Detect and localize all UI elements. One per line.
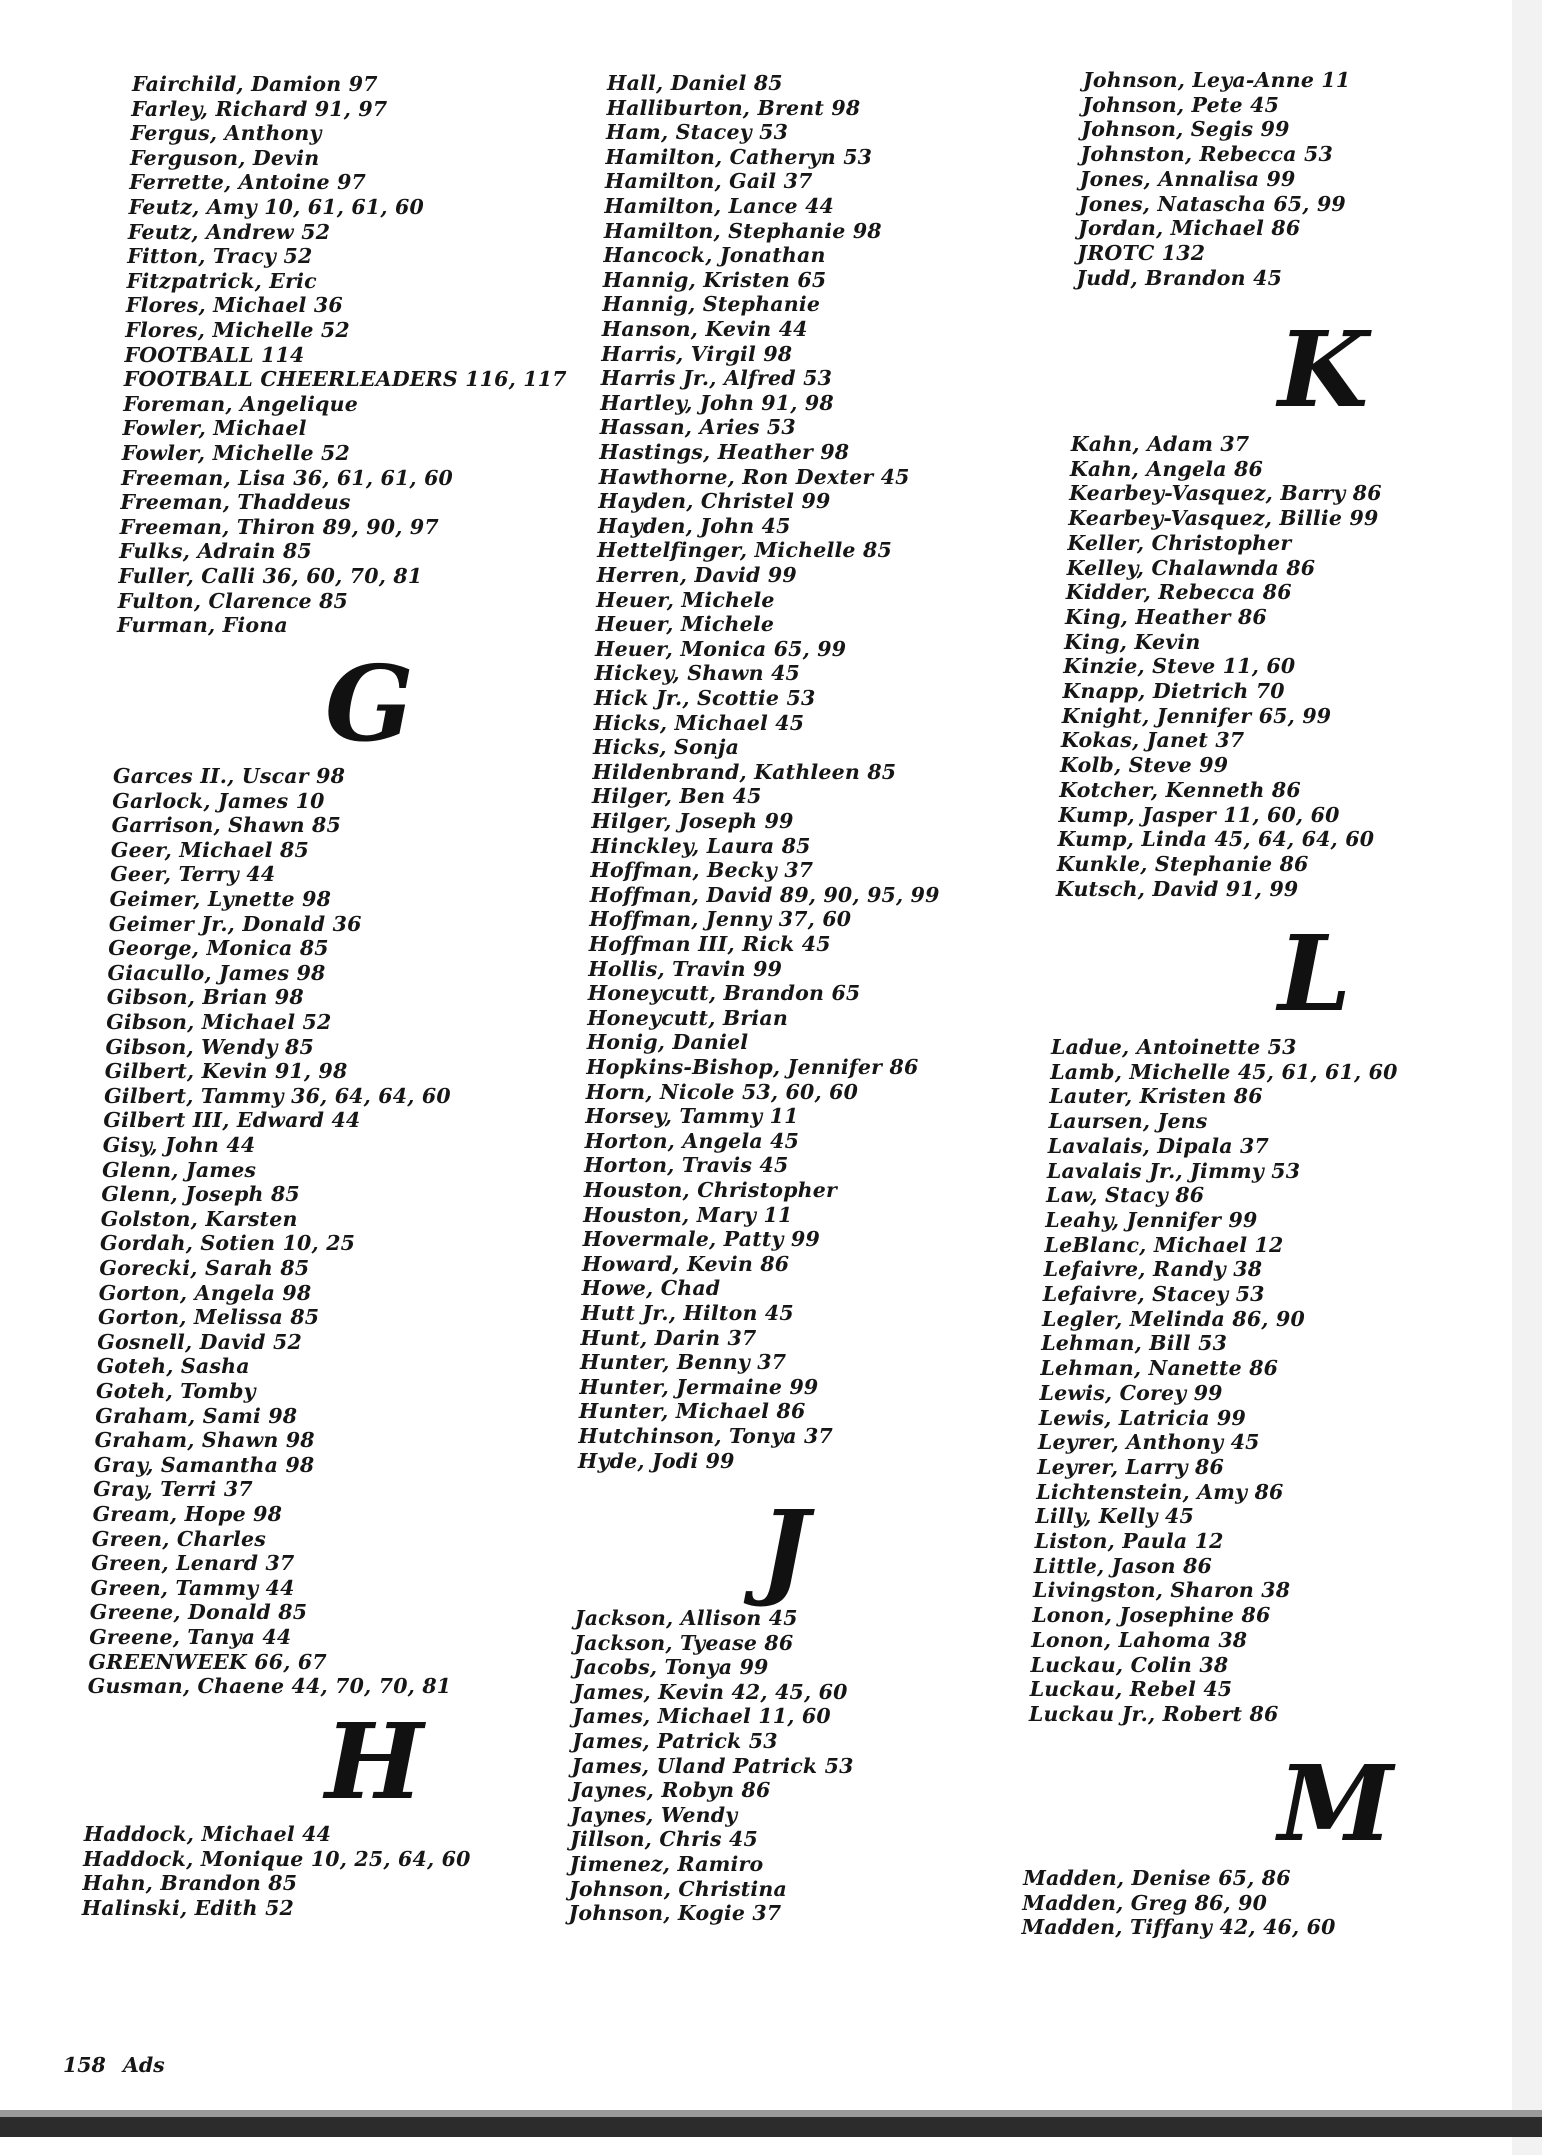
index-entry: Hoffman, Becky 37 — [590, 858, 814, 883]
index-entry: Johnson, Pete 45 — [1082, 92, 1280, 117]
index-entry: Geimer Jr., Donald 36 — [108, 911, 362, 936]
index-entry: Kutsch, David 91, 99 — [1055, 876, 1299, 901]
index-entry: Johnson, Christina — [569, 1876, 787, 1901]
index-entry: Kump, Linda 45, 64, 64, 60 — [1057, 827, 1375, 852]
index-entry: George, Monica 85 — [108, 936, 329, 961]
index-entry: Hilger, Joseph 99 — [591, 809, 794, 833]
index-entry: Garrison, Shawn 85 — [111, 813, 341, 838]
index-entry: Hamilton, Gail 37 — [604, 169, 813, 194]
index-entry: Knight, Jennifer 65, 99 — [1061, 703, 1332, 728]
index-entry: Hoffman, David 89, 90, 95, 99 — [589, 882, 940, 907]
index-entry: Gilbert, Tammy 36, 64, 64, 60 — [104, 1083, 451, 1108]
index-entry: Foreman, Angelique — [123, 391, 358, 416]
index-entry: Graham, Shawn 98 — [94, 1428, 315, 1453]
index-entry: Madden, Tiffany 42, 46, 60 — [1021, 1915, 1336, 1940]
index-entry: Gorton, Angela 98 — [98, 1280, 312, 1305]
index-entry: Lilly, Kelly 45 — [1035, 1504, 1194, 1529]
index-entry: Gisy, John 44 — [102, 1133, 256, 1157]
index-entry: Heuer, Michele — [595, 612, 775, 637]
index-entry: Hutchinson, Tonya 37 — [578, 1424, 833, 1448]
index-entry: James, Patrick 53 — [572, 1729, 778, 1753]
index-entry: Kahn, Angela 86 — [1069, 456, 1263, 481]
index-entry: Hancock, Jonathan — [603, 243, 826, 268]
index-entry: Gream, Hope 98 — [92, 1502, 283, 1526]
index-entry: Gray, Samantha 98 — [93, 1452, 315, 1477]
index-entry: Hahn, Brandon 85 — [82, 1871, 298, 1896]
index-entry: Hanson, Kevin 44 — [601, 317, 808, 341]
index-entry: Kunkle, Stephanie 86 — [1056, 851, 1309, 876]
index-entry: Jaynes, Wendy — [570, 1802, 738, 1827]
index-entry: Hettelfinger, Michelle 85 — [597, 538, 892, 563]
index-entry: Gusman, Chaene 44, 70, 70, 81 — [87, 1674, 452, 1699]
index-entry: Harris Jr., Alfred 53 — [600, 366, 833, 391]
index-entry: James, Michael 11, 60 — [572, 1704, 831, 1729]
index-entry: Lefaivre, Randy 38 — [1043, 1257, 1263, 1282]
index-entry: Liston, Paula 12 — [1034, 1529, 1224, 1553]
section-letter-m: M — [1278, 1742, 1394, 1865]
index-entry: Haddock, Monique 10, 25, 64, 60 — [83, 1846, 471, 1871]
index-entry: Green, Tammy 44 — [90, 1575, 295, 1600]
index-entry: GREENWEEK 66, 67 — [88, 1649, 327, 1674]
index-entry: Fergus, Anthony — [130, 121, 322, 146]
index-entry: Gray, Terri 37 — [93, 1477, 253, 1502]
index-entry: Herren, David 99 — [596, 563, 797, 587]
index-entry: Goteh, Tomby — [96, 1379, 256, 1403]
index-entry: Fulks, Adrain 85 — [119, 539, 312, 564]
section-letter-h: H — [325, 1700, 424, 1823]
index-entry: Feutz, Andrew 52 — [127, 219, 331, 244]
index-entry: Garces II., Uscar 98 — [113, 764, 346, 788]
index-entry: Halinski, Edith 52 — [81, 1895, 295, 1920]
index-entry: Madden, Greg 86, 90 — [1022, 1890, 1268, 1915]
index-entry: Keller, Christopher — [1067, 530, 1292, 555]
index-entry: Geer, Michael 85 — [110, 837, 309, 862]
index-entry: Hunter, Benny 37 — [580, 1350, 787, 1375]
index-entry: Garlock, James 10 — [112, 788, 325, 813]
index-entry: Leahy, Jennifer 99 — [1045, 1207, 1258, 1232]
index-entry: Heuer, Monica 65, 99 — [595, 636, 847, 661]
index-entry: Hayden, John 45 — [597, 513, 791, 538]
index-entry: Hannig, Stephanie — [602, 292, 821, 317]
index-entry: Law, Stacy 86 — [1046, 1183, 1205, 1208]
index-entry: Lewis, Corey 99 — [1039, 1380, 1223, 1405]
section-letter-l: L — [1278, 912, 1352, 1035]
index-entry: Green, Lenard 37 — [91, 1551, 295, 1576]
index-entry: Livingston, Sharon 38 — [1033, 1578, 1291, 1603]
index-entry: Hall, Daniel 85 — [607, 71, 783, 95]
index-entry: Hannig, Kristen 65 — [602, 267, 827, 292]
index-entry: Halliburton, Brent 98 — [606, 95, 861, 120]
index-entry: Honeycutt, Brian — [587, 1005, 788, 1030]
index-entry: Kokas, Janet 37 — [1060, 728, 1245, 753]
index-entry: Johnson, Kogie 37 — [568, 1901, 782, 1926]
index-entry: Hastings, Heather 98 — [599, 440, 850, 464]
index-entry: Kidder, Rebecca 86 — [1065, 580, 1292, 605]
index-entry: Harris, Virgil 98 — [601, 341, 793, 366]
scan-bottom-bar — [0, 2117, 1542, 2137]
index-entry: Farley, Richard 91, 97 — [131, 96, 388, 121]
index-entry: Houston, Mary 11 — [583, 1202, 793, 1227]
index-entry: Hassan, Aries 53 — [599, 415, 796, 440]
index-entry: Hoffman III, Rick 45 — [588, 932, 831, 956]
index-entry: Lavalais, Dipala 37 — [1047, 1133, 1269, 1158]
index-entry: Kinzie, Steve 11, 60 — [1063, 654, 1296, 679]
index-entry: Honeycutt, Brandon 65 — [587, 981, 861, 1006]
page-footer — [63, 2053, 165, 2077]
index-entry: JROTC 132 — [1077, 240, 1206, 265]
index-entry: Hopkins-Bishop, Jennifer 86 — [586, 1055, 919, 1079]
index-entry: Horsey, Tammy 11 — [585, 1104, 799, 1129]
index-entry: Houston, Christopher — [583, 1178, 837, 1202]
index-entry: Jones, Natascha 65, 99 — [1078, 191, 1346, 216]
index-entry: Ham, Stacey 53 — [606, 120, 789, 145]
index-entry: Leyrer, Larry 86 — [1037, 1454, 1224, 1479]
index-entry: LeBlanc, Michael 12 — [1044, 1232, 1284, 1257]
index-entry: Freeman, Thaddeus — [120, 490, 351, 515]
index-entry: Hyde, Jodi 99 — [577, 1448, 735, 1473]
index-entry: Graham, Sami 98 — [95, 1403, 298, 1428]
index-entry: Lehman, Bill 53 — [1041, 1331, 1228, 1356]
index-entry: Jaynes, Robyn 86 — [571, 1778, 771, 1803]
index-entry: Lonon, Josephine 86 — [1032, 1603, 1271, 1628]
index-entry: Lehman, Nanette 86 — [1040, 1356, 1279, 1381]
index-entry: Fitton, Tracy 52 — [127, 244, 313, 269]
index-entry: Feutz, Amy 10, 61, 61, 60 — [128, 195, 424, 219]
index-entry: Gibson, Wendy 85 — [105, 1034, 314, 1059]
index-entry: Jackson, Tyease 86 — [574, 1630, 794, 1655]
index-entry: Leyrer, Anthony 45 — [1037, 1430, 1260, 1455]
index-entry: James, Uland Patrick 53 — [571, 1753, 854, 1778]
index-entry: Fuller, Calli 36, 60, 70, 81 — [118, 564, 423, 588]
index-entry: Heuer, Michele — [596, 587, 775, 612]
index-entry: Ladue, Antoinette 53 — [1051, 1035, 1297, 1059]
index-entry: Luckau, Rebel 45 — [1029, 1677, 1233, 1702]
index-entry: Golston, Karsten — [100, 1206, 298, 1231]
index-entry: Judd, Brandon 45 — [1076, 265, 1283, 290]
index-entry: Little, Jason 86 — [1033, 1553, 1213, 1578]
index-entry: Lavalais Jr., Jimmy 53 — [1046, 1158, 1301, 1183]
index-entry: Goteh, Sasha — [96, 1354, 250, 1379]
index-entry: Greene, Tanya 44 — [89, 1625, 292, 1649]
index-entry: Hamilton, Catheryn 53 — [605, 144, 873, 169]
index-entry: James, Kevin 42, 45, 60 — [573, 1679, 848, 1704]
page-number: 158 — [63, 2053, 106, 2077]
index-entry: King, Heather 86 — [1065, 604, 1267, 629]
index-entry: Johnson, Segis 99 — [1081, 117, 1290, 142]
index-entry: Ferrette, Antoine 97 — [129, 170, 367, 195]
index-entry: Lewis, Latricia 99 — [1038, 1405, 1246, 1430]
index-entry: Jackson, Allison 45 — [574, 1606, 798, 1630]
index-entry: Hilger, Ben 45 — [591, 784, 762, 809]
index-entry: Gilbert III, Edward 44 — [103, 1108, 361, 1133]
index-entry: Jacobs, Tonya 99 — [573, 1655, 769, 1680]
index-entry: Kearbey-Vasquez, Billie 99 — [1068, 506, 1379, 531]
index-entry: Kotcher, Kenneth 86 — [1059, 777, 1301, 802]
section-letter-g: G — [325, 642, 414, 765]
index-entry: Gibson, Michael 52 — [106, 1010, 332, 1034]
index-entry: Hickey, Shawn 45 — [594, 661, 801, 686]
index-entry: Ferguson, Devin — [130, 145, 320, 170]
index-entry: Geer, Terry 44 — [110, 862, 276, 887]
index-entry: Luckau Jr., Robert 86 — [1028, 1701, 1279, 1726]
index-entry: Hovermale, Patty 99 — [582, 1227, 820, 1252]
index-entry: Hick Jr., Scottie 53 — [594, 686, 816, 710]
index-entry: Madden, Denise 65, 86 — [1023, 1866, 1291, 1890]
index-entry: Gordah, Sotien 10, 25 — [100, 1231, 356, 1256]
index-entry: Fulton, Clarence 85 — [117, 588, 349, 613]
index-entry: Freeman, Thiron 89, 90, 97 — [119, 514, 439, 539]
index-entry: Gorton, Melissa 85 — [98, 1305, 320, 1330]
index-entry: Luckau, Colin 38 — [1030, 1652, 1229, 1677]
index-entry: Kelley, Chalawnda 86 — [1066, 555, 1316, 580]
index-entry: Howard, Kevin 86 — [582, 1251, 790, 1276]
index-entry: Horton, Angela 45 — [584, 1128, 800, 1153]
index-entry: Hildenbrand, Kathleen 85 — [592, 759, 897, 784]
index-entry: Hunt, Darin 37 — [580, 1325, 757, 1350]
index-entry: Greene, Donald 85 — [89, 1600, 308, 1625]
index-entry: Jones, Annalisa 99 — [1079, 166, 1296, 191]
index-entry: Kearbey-Vasquez, Barry 86 — [1069, 481, 1382, 506]
index-entry: FOOTBALL CHEERLEADERS 116, 117 — [123, 367, 567, 392]
section-name: Ads — [122, 2053, 165, 2077]
index-entry: Knapp, Dietrich 70 — [1062, 679, 1285, 703]
section-letter-j: J — [760, 1487, 810, 1610]
index-entry: Hunter, Michael 86 — [578, 1399, 806, 1424]
index-entry: Hunter, Jermaine 99 — [579, 1374, 819, 1399]
index-entry: Hutt Jr., Hilton 45 — [581, 1301, 794, 1325]
index-entry: Hicks, Sonja — [593, 735, 740, 760]
index-entry: Howe, Chad — [581, 1276, 721, 1301]
index-entry: Horton, Travis 45 — [584, 1153, 789, 1178]
index-entry: Kahn, Adam 37 — [1070, 432, 1250, 456]
index-entry: Legler, Melinda 86, 90 — [1042, 1306, 1305, 1331]
index-entry: Laursen, Jens — [1048, 1109, 1208, 1134]
index-entry: Gibson, Brian 98 — [106, 985, 304, 1010]
index-entry: Furman, Fiona — [117, 613, 288, 638]
index-entry: Kolb, Steve 99 — [1060, 753, 1229, 778]
index-entry: Honig, Daniel — [586, 1030, 749, 1055]
scan-edge-strip — [1512, 0, 1542, 2155]
index-entry: Fowler, Michelle 52 — [121, 441, 350, 465]
index-entry: FOOTBALL 114 — [124, 342, 305, 367]
index-entry: Hoffman, Jenny 37, 60 — [589, 907, 852, 932]
index-entry: Jillson, Chris 45 — [570, 1827, 758, 1852]
index-entry: Lamb, Michelle 45, 61, 61, 60 — [1050, 1059, 1398, 1084]
index-entry: Hayden, Christel 99 — [598, 489, 831, 514]
index-entry: Hollis, Travin 99 — [588, 956, 783, 981]
index-entry: Fitzpatrick, Eric — [126, 268, 317, 293]
index-entry: Hawthorne, Ron Dexter 45 — [598, 464, 910, 489]
index-entry: Flores, Michelle 52 — [125, 318, 350, 342]
index-entry: Green, Charles — [91, 1526, 266, 1551]
index-entry: Jimenez, Ramiro — [569, 1852, 764, 1876]
index-entry: Lefaivre, Stacey 53 — [1042, 1282, 1265, 1306]
index-entry: Lichtenstein, Amy 86 — [1036, 1479, 1284, 1504]
index-entry: Giacullo, James 98 — [107, 960, 326, 985]
index-entry: Glenn, James — [102, 1157, 257, 1182]
index-entry: Freeman, Lisa 36, 61, 61, 60 — [121, 465, 454, 490]
index-entry: Hartley, John 91, 98 — [600, 390, 834, 415]
index-entry: Gilbert, Kevin 91, 98 — [104, 1059, 348, 1084]
index-entry: Lonon, Lahoma 38 — [1031, 1627, 1248, 1652]
index-entry: Fairchild, Damion 97 — [132, 72, 378, 96]
index-entry: Flores, Michael 36 — [125, 293, 343, 318]
index-entry: Haddock, Michael 44 — [83, 1822, 332, 1846]
index-entry: Lauter, Kristen 86 — [1049, 1084, 1263, 1109]
index-entry: Jordan, Michael 86 — [1078, 216, 1301, 241]
index-entry: Hicks, Michael 45 — [593, 710, 805, 735]
section-letter-k: K — [1278, 308, 1369, 431]
index-entry: Gorecki, Sarah 85 — [99, 1256, 310, 1280]
index-entry: Kump, Jasper 11, 60, 60 — [1058, 802, 1340, 827]
index-entry: Hinckley, Laura 85 — [590, 833, 811, 858]
index-entry: Gosnell, David 52 — [97, 1329, 302, 1354]
index-entry: Johnson, Leya-Anne 11 — [1083, 68, 1351, 92]
index-entry: Hamilton, Stephanie 98 — [603, 218, 882, 243]
index-entry: Horn, Nicole 53, 60, 60 — [585, 1079, 859, 1104]
index-entry: Fowler, Michael — [122, 416, 307, 441]
index-entry: King, Kevin — [1064, 629, 1201, 654]
index-entry: Glenn, Joseph 85 — [101, 1182, 300, 1207]
index-entry: Geimer, Lynette 98 — [109, 887, 332, 911]
index-entry: Johnston, Rebecca 53 — [1080, 142, 1333, 167]
index-entry: Hamilton, Lance 44 — [604, 194, 835, 218]
